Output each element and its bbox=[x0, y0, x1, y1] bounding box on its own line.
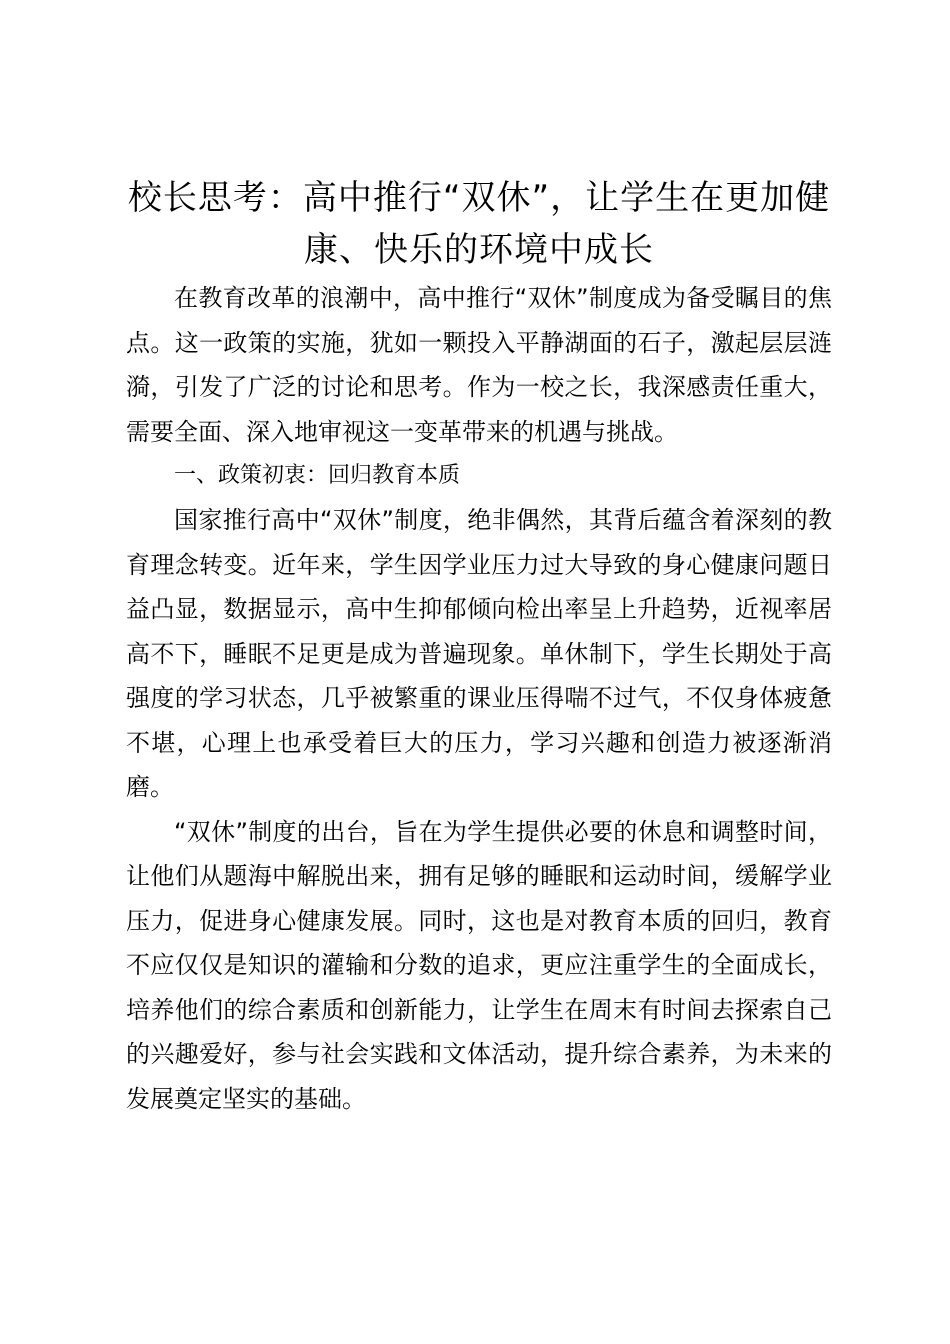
document-title: 校长思考：高中推行“双休”，让学生在更加健康、快乐的环境中成长 bbox=[127, 178, 831, 270]
intro-paragraph: 在教育改革的浪潮中，高中推行“双休”制度成为备受瞩目的焦点。这一政策的实施，犹如一颗投入平静湖面的石子，激起层层涟漪，引发了广泛的讨论和思考。作为一校之长，我深感责任重大，需要全面、深入地审视这一变革带来的机遇与挑战。 bbox=[126, 284, 832, 446]
document-page bbox=[126, 172, 832, 1121]
section-heading: 一、政策初衷：回归教育本质 bbox=[174, 463, 461, 488]
body-paragraph: 国家推行高中“双休”制度，绝非偶然，其背后蕴含着深刻的教育理念转变。近年来，学生因学业压力过大导致的身心健康问题日益凸显，数据显示，高中生抑郁倾向检出率呈上升趋势，近视率居高不下，睡眠不足更是成为普遍现象。单休制下，学生长期处于高强度的学习状态，几乎被繁重的课业压得喘不过气，不仅身体疲惫不堪，心理上也承受着巨大的压力，学习兴趣和创造力被逐渐消磨。 bbox=[126, 506, 832, 801]
body-paragraph: “双休”制度的出台，旨在为学生提供必要的休息和调整时间，让他们从题海中解脱出来，拥有足够的睡眠和运动时间，缓解学业压力，促进身心健康发展。同时，这也是对教育本质的回归，教育不应仅仅是知识的灌输和分数的追求，更应注重学生的全面成长，培养他们的综合素质和创新能力，让学生在周末有时间去探索自己的兴趣爱好，参与社会实践和文体活动，提升综合素养，为未来的发展奠定坚实的基础。 bbox=[126, 817, 832, 1113]
